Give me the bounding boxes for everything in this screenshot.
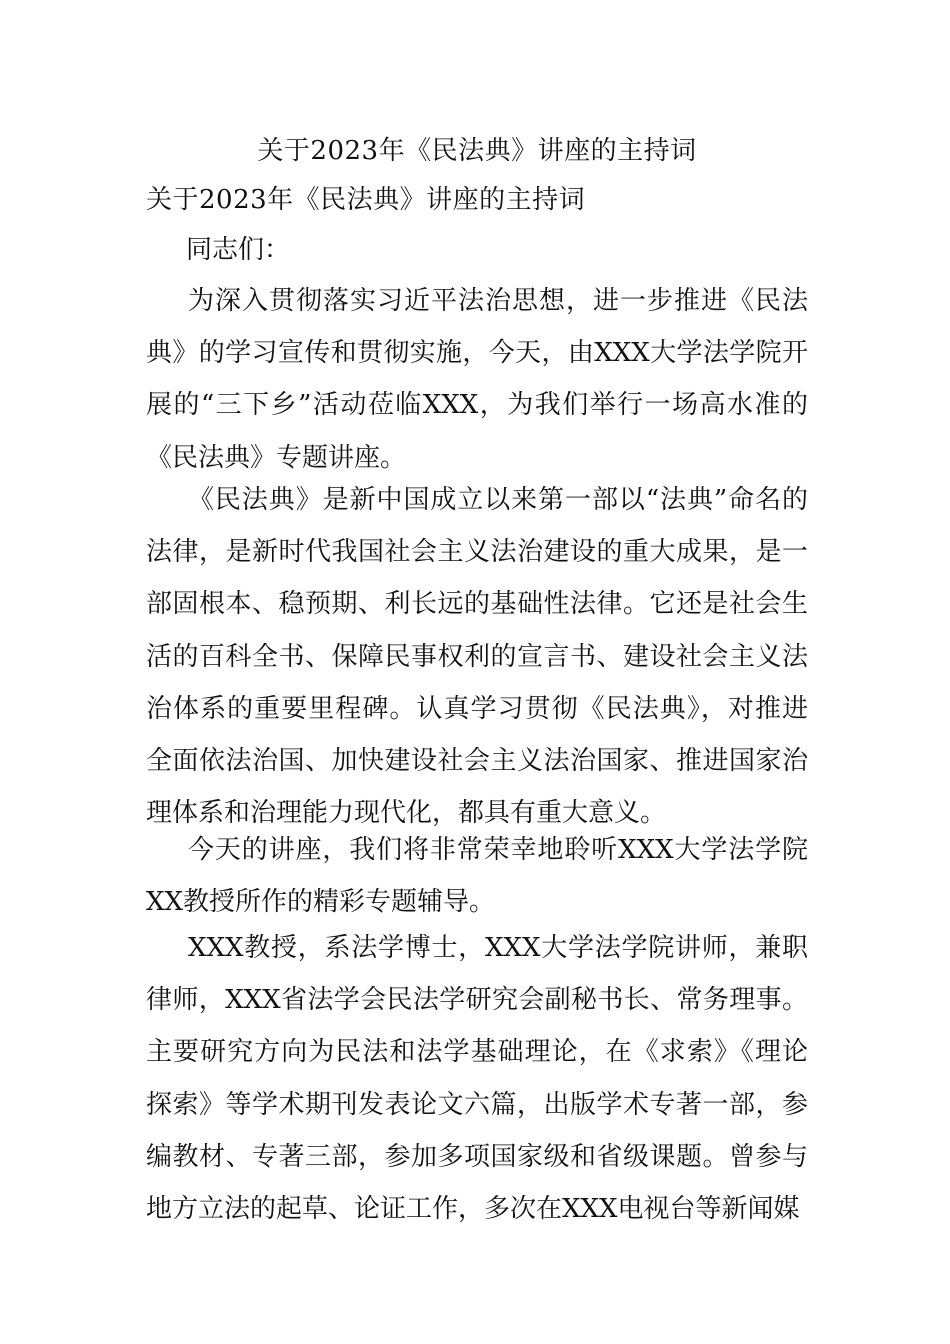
paragraph-lecture-announcement: 今天的讲座，我们将非常荣幸地聆听XXX大学法学院XX教授所作的精彩专题辅导。	[146, 835, 808, 918]
document-title: 关于2023年《民法典》讲座的主持词	[257, 136, 697, 166]
paragraph-speaker-bio: XXX教授，系法学博士，XXX大学法学院讲师，兼职律师，XXX省法学会民法学研究会副秘书长、常务理事。主要研究方向为民法和法学基础理论，在《求索》《理论探索》等学术期刊发表论文六篇，出版学术专著一部，参编教材、专著三部，参加多项国家级和省级课题。曾参与地方立法的起草、论证工作，多次在XXX电视台等新闻媒	[146, 933, 808, 1225]
paragraph-intro: 为深入贯彻落实习近平法治思想，进一步推进《民法典》的学习宣传和贯彻实施，今天，由XXX大学法学院开展的“三下乡”活动莅临XXX，为我们举行一场高水准的《民法典》专题讲座。	[146, 286, 808, 473]
document-subtitle: 关于2023年《民法典》讲座的主持词	[146, 185, 586, 215]
paragraph-civil-code-significance: 《民法典》是新中国成立以来第一部以“法典”命名的法律，是新时代我国社会主义法治建设的重大成果，是一部固根本、稳预期、利长远的基础性法律。它还是社会生活的百科全书、保障民事权利的宣言书、建设社会主义法治体系的重要里程碑。认真学习贯彻《民法典》，对推进全面依法治国、加快建设社会主义法治国家、推进国家治理体系和治理能力现代化，都具有重大意义。	[146, 485, 808, 829]
greeting: 同志们：	[186, 235, 291, 265]
